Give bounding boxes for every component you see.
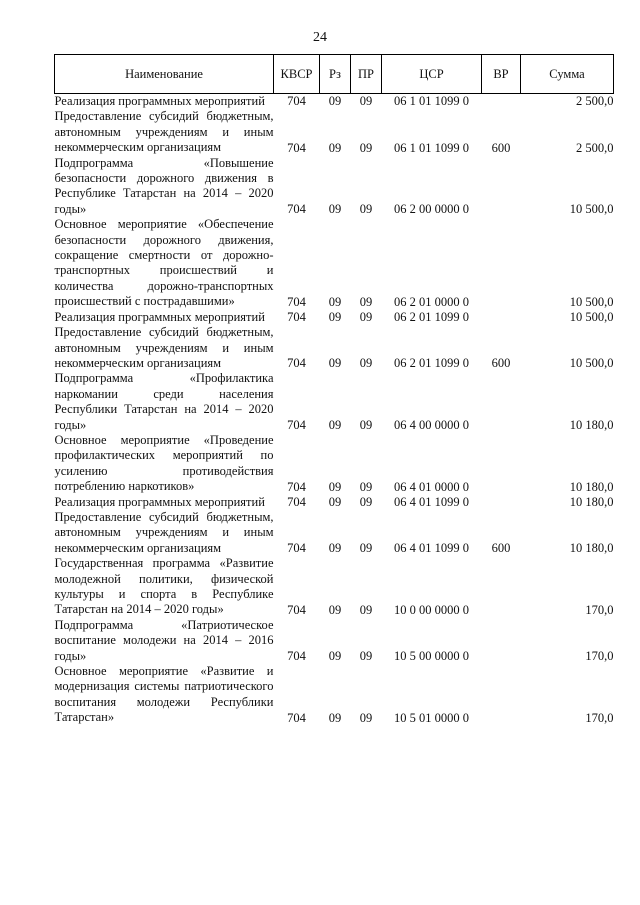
table-row — [55, 325, 614, 371]
row-vr — [482, 310, 521, 325]
row-csr: 06 2 01 0000 0 — [394, 294, 469, 309]
row-sum: 10 180,0 — [569, 494, 614, 509]
row-vr — [482, 94, 521, 110]
row-rz: 09 — [328, 649, 342, 664]
row-csr: 06 4 01 0000 0 — [394, 479, 469, 494]
header-pr: ПР — [351, 55, 382, 94]
row-pr: 09 — [359, 417, 373, 432]
table-row — [55, 371, 614, 433]
row-rz: 09 — [328, 140, 342, 155]
row-rz: 09 — [328, 356, 342, 371]
row-kvsr: 704 — [287, 541, 306, 556]
row-rz: 09 — [328, 494, 342, 509]
row-rz: 09 — [328, 417, 342, 432]
row-rz: 09 — [328, 294, 342, 309]
row-csr: 06 4 01 1099 0 — [394, 541, 469, 556]
row-pr: 09 — [359, 541, 373, 556]
table-row — [55, 495, 614, 510]
row-csr: 06 4 00 0000 0 — [394, 417, 469, 432]
row-csr: 06 1 01 1099 0 — [394, 94, 469, 109]
header-rz: Рз — [320, 55, 351, 94]
header-sum: Сумма — [521, 55, 614, 94]
row-csr: 06 2 01 1099 0 — [394, 356, 469, 371]
row-rz: 09 — [328, 479, 342, 494]
row-vr: 600 — [491, 140, 511, 155]
row-sum: 170,0 — [585, 602, 614, 617]
row-sum: 10 180,0 — [569, 541, 614, 556]
row-name: Реализация программных мероприятий — [54, 94, 265, 108]
row-pr: 09 — [359, 310, 373, 325]
row-kvsr: 704 — [287, 94, 306, 109]
row-sum: 170,0 — [585, 710, 614, 725]
row-kvsr: 704 — [287, 140, 306, 155]
row-name: Подпрограмма «Патриотическое воспитание молодежи на 2014 – 2016 годы» — [54, 617, 274, 663]
row-rz: 09 — [328, 94, 342, 109]
row-kvsr: 704 — [287, 479, 306, 494]
row-name: Реализация программных мероприятий — [54, 494, 265, 509]
table-row — [55, 94, 614, 110]
row-name: Подпрограмма «Профилактика наркомании среди населения Республики Татарстан на 2014 – 2020 годы» — [54, 371, 274, 432]
row-sum: 10 500,0 — [569, 202, 614, 217]
row-vr — [482, 618, 521, 664]
row-kvsr: 704 — [287, 417, 306, 432]
header-name: Наименование — [55, 55, 274, 94]
table-row — [55, 510, 614, 556]
budget-table — [54, 54, 614, 726]
row-pr: 09 — [359, 356, 373, 371]
row-rz: 09 — [328, 710, 342, 725]
row-kvsr: 704 — [287, 310, 306, 325]
row-csr: 10 0 00 0000 0 — [394, 602, 469, 617]
table-header-row — [55, 55, 614, 94]
row-rz: 09 — [328, 602, 342, 617]
row-pr: 09 — [359, 94, 373, 109]
row-csr: 10 5 01 0000 0 — [394, 710, 469, 725]
row-pr: 09 — [359, 710, 373, 725]
row-csr: 06 1 01 1099 0 — [394, 140, 469, 155]
row-name: Основное мероприятие «Проведение профилактических мероприятий по усилению противодействия потреблению наркотиков» — [54, 432, 274, 494]
row-vr — [482, 495, 521, 510]
row-csr: 06 2 00 0000 0 — [394, 202, 469, 217]
row-csr: 10 5 00 0000 0 — [394, 649, 469, 664]
row-name: Подпрограмма «Повышение безопасности дорожного движения в Республике Татарстан на 2014 – 2020 годы» — [54, 155, 274, 216]
row-pr: 09 — [359, 294, 373, 309]
row-sum: 10 500,0 — [569, 310, 614, 325]
row-vr — [482, 664, 521, 726]
row-vr — [482, 156, 521, 218]
row-vr — [482, 556, 521, 618]
row-vr — [482, 217, 521, 309]
row-sum: 10 180,0 — [569, 417, 614, 432]
row-kvsr: 704 — [287, 294, 306, 309]
row-vr — [482, 433, 521, 495]
row-vr: 600 — [491, 356, 511, 371]
row-rz: 09 — [328, 541, 342, 556]
row-name: Основное мероприятие «Развитие и модернизация системы патриотического воспитания молодежи Республики Татарстан» — [54, 664, 274, 725]
table-row — [55, 556, 614, 618]
row-kvsr: 704 — [287, 356, 306, 371]
table-row — [55, 433, 614, 495]
row-sum: 2 500,0 — [576, 140, 614, 155]
row-name: Предоставление субсидий бюджетным, автономным учреждениям и иным некоммерческим организациям — [54, 509, 274, 555]
row-vr: 600 — [491, 541, 511, 556]
table-row — [55, 618, 614, 664]
row-csr: 06 2 01 1099 0 — [394, 310, 469, 325]
row-pr: 09 — [359, 202, 373, 217]
row-kvsr: 704 — [287, 649, 306, 664]
row-kvsr: 704 — [287, 202, 306, 217]
row-name: Предоставление субсидий бюджетным, автономным учреждениям и иным некоммерческим организациям — [54, 109, 274, 155]
row-kvsr: 704 — [287, 602, 306, 617]
header-csr: ЦСР — [382, 55, 482, 94]
row-pr: 09 — [359, 140, 373, 155]
row-sum: 10 500,0 — [569, 356, 614, 371]
table-row — [55, 217, 614, 309]
row-sum: 10 180,0 — [569, 479, 614, 494]
row-name: Предоставление субсидий бюджетным, автономным учреждениям и иным некоммерческим организациям — [54, 325, 274, 370]
row-pr: 09 — [359, 479, 373, 494]
row-rz: 09 — [328, 202, 342, 217]
row-pr: 09 — [359, 602, 373, 617]
row-vr — [482, 371, 521, 433]
table-row — [55, 109, 614, 155]
row-sum: 10 500,0 — [569, 294, 614, 309]
row-sum: 2 500,0 — [576, 94, 614, 109]
table-row — [55, 310, 614, 325]
row-pr: 09 — [359, 649, 373, 664]
row-rz: 09 — [328, 310, 342, 325]
table-row — [55, 664, 614, 726]
row-kvsr: 704 — [287, 494, 306, 509]
table-row — [55, 156, 614, 218]
row-name: Основное мероприятие «Обеспечение безопасности дорожного движения, сокращение смертности от дорожно-транспортных происшествий и количества дорожно-транспортных происшествий с пострадавшими» — [54, 217, 274, 309]
row-name: Реализация программных мероприятий — [54, 309, 265, 324]
row-csr: 06 4 01 1099 0 — [394, 494, 469, 509]
row-sum: 170,0 — [585, 649, 614, 664]
header-kvsr: КВСР — [274, 55, 320, 94]
row-pr: 09 — [359, 494, 373, 509]
row-name: Государственная программа «Развитие молодежной политики, физической культуры и спорта в Республике Татарстан на 2014 – 2020 годы» — [54, 556, 274, 617]
row-kvsr: 704 — [287, 710, 306, 725]
header-vr: ВР — [482, 55, 521, 94]
page-number: 24 — [313, 30, 327, 45]
